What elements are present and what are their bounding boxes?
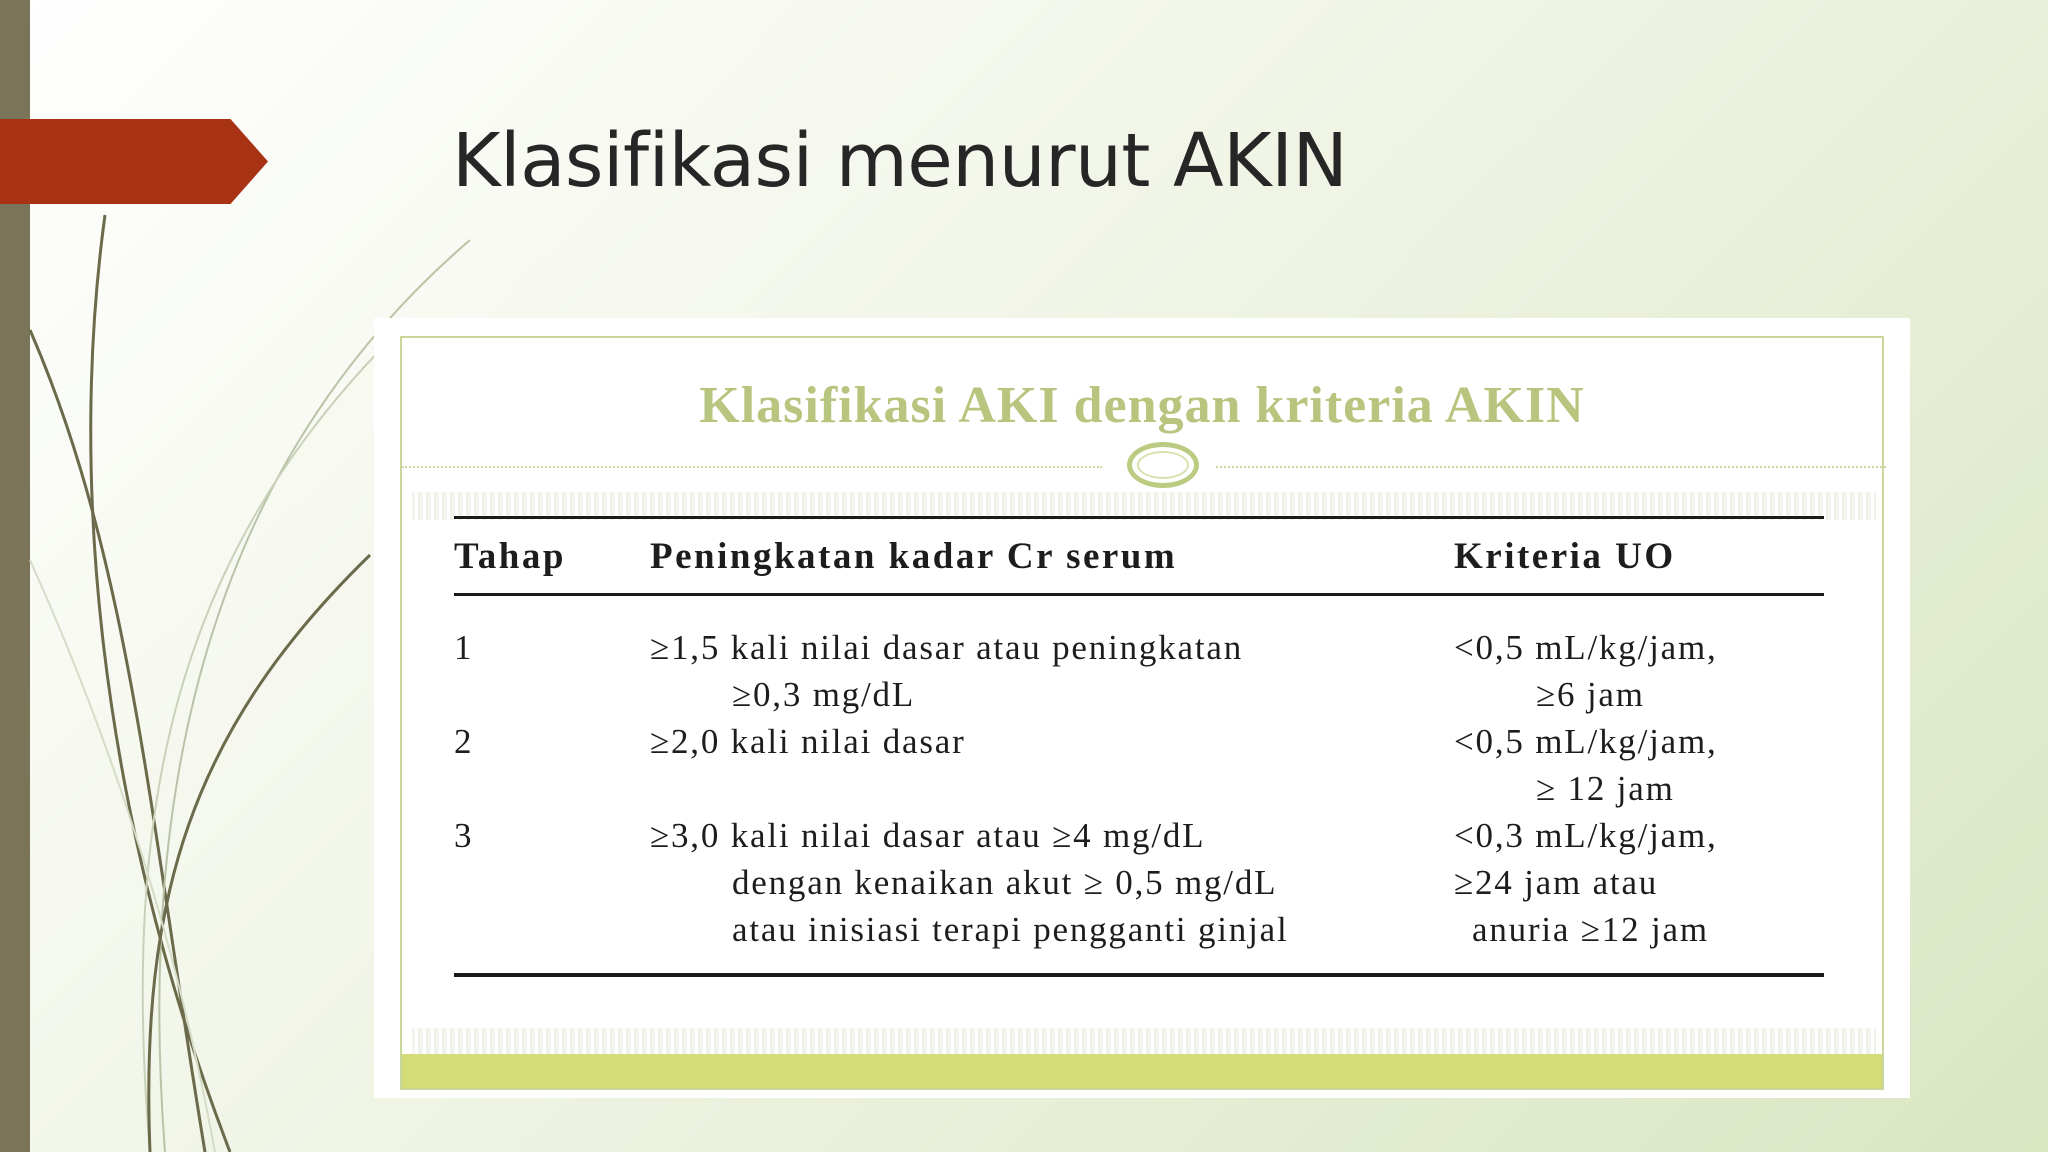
uo-line: <0,5 mL/kg/jam, xyxy=(1454,722,1718,761)
creatinine-cell xyxy=(650,718,1454,812)
akin-criteria-table xyxy=(454,516,1824,977)
bottom-color-band xyxy=(402,1054,1882,1088)
uo-line: anuria ≥12 jam xyxy=(1472,910,1709,949)
uo-line: ≥24 jam atau xyxy=(1454,863,1659,902)
uo-line: ≥6 jam xyxy=(1536,675,1645,714)
table-row xyxy=(454,718,1824,812)
texture-band-bottom xyxy=(412,1028,1876,1056)
creatinine-cell xyxy=(650,812,1454,953)
ornament-ring xyxy=(1127,442,1199,488)
creatinine-line: atau inisiasi terapi pengganti ginjal xyxy=(732,910,1289,949)
header-creatinine: Peningkatan kadar Cr serum xyxy=(650,535,1178,577)
stage-cell: 2 xyxy=(454,722,474,761)
creatinine-line: dengan kenaikan akut ≥ 0,5 mg/dL xyxy=(732,863,1278,902)
table-header-row xyxy=(454,519,1824,593)
title-accent-arrow xyxy=(0,119,268,204)
divider-right xyxy=(1216,466,1886,468)
header-stage: Tahap xyxy=(454,535,566,577)
table-title: Klasifikasi AKI dengan kriteria AKIN xyxy=(699,377,1585,434)
table-bottom-rule xyxy=(454,973,1824,977)
uo-cell xyxy=(1454,624,1824,718)
uo-cell xyxy=(1454,812,1824,953)
table-frame xyxy=(400,336,1884,1090)
table-row xyxy=(454,624,1824,718)
creatinine-cell xyxy=(650,624,1454,718)
table-image-card xyxy=(374,318,1910,1098)
table-body xyxy=(454,596,1824,973)
creatinine-line: ≥3,0 kali nilai dasar atau ≥4 mg/dL xyxy=(650,816,1206,855)
divider-left xyxy=(402,466,1102,468)
table-row xyxy=(454,812,1824,953)
stage-cell: 3 xyxy=(454,816,474,855)
uo-line: <0,5 mL/kg/jam, xyxy=(1454,628,1718,667)
uo-cell xyxy=(1454,718,1824,812)
uo-line: ≥ 12 jam xyxy=(1536,769,1675,808)
creatinine-line: ≥1,5 kali nilai dasar atau peningkatan xyxy=(650,628,1243,667)
creatinine-line: ≥0,3 mg/dL xyxy=(732,675,916,714)
stage-cell: 1 xyxy=(454,628,474,667)
slide-title: Klasifikasi menurut AKIN xyxy=(452,118,1348,204)
creatinine-line: ≥2,0 kali nilai dasar xyxy=(650,722,966,761)
uo-line: <0,3 mL/kg/jam, xyxy=(1454,816,1718,855)
header-uo: Kriteria UO xyxy=(1454,535,1676,577)
